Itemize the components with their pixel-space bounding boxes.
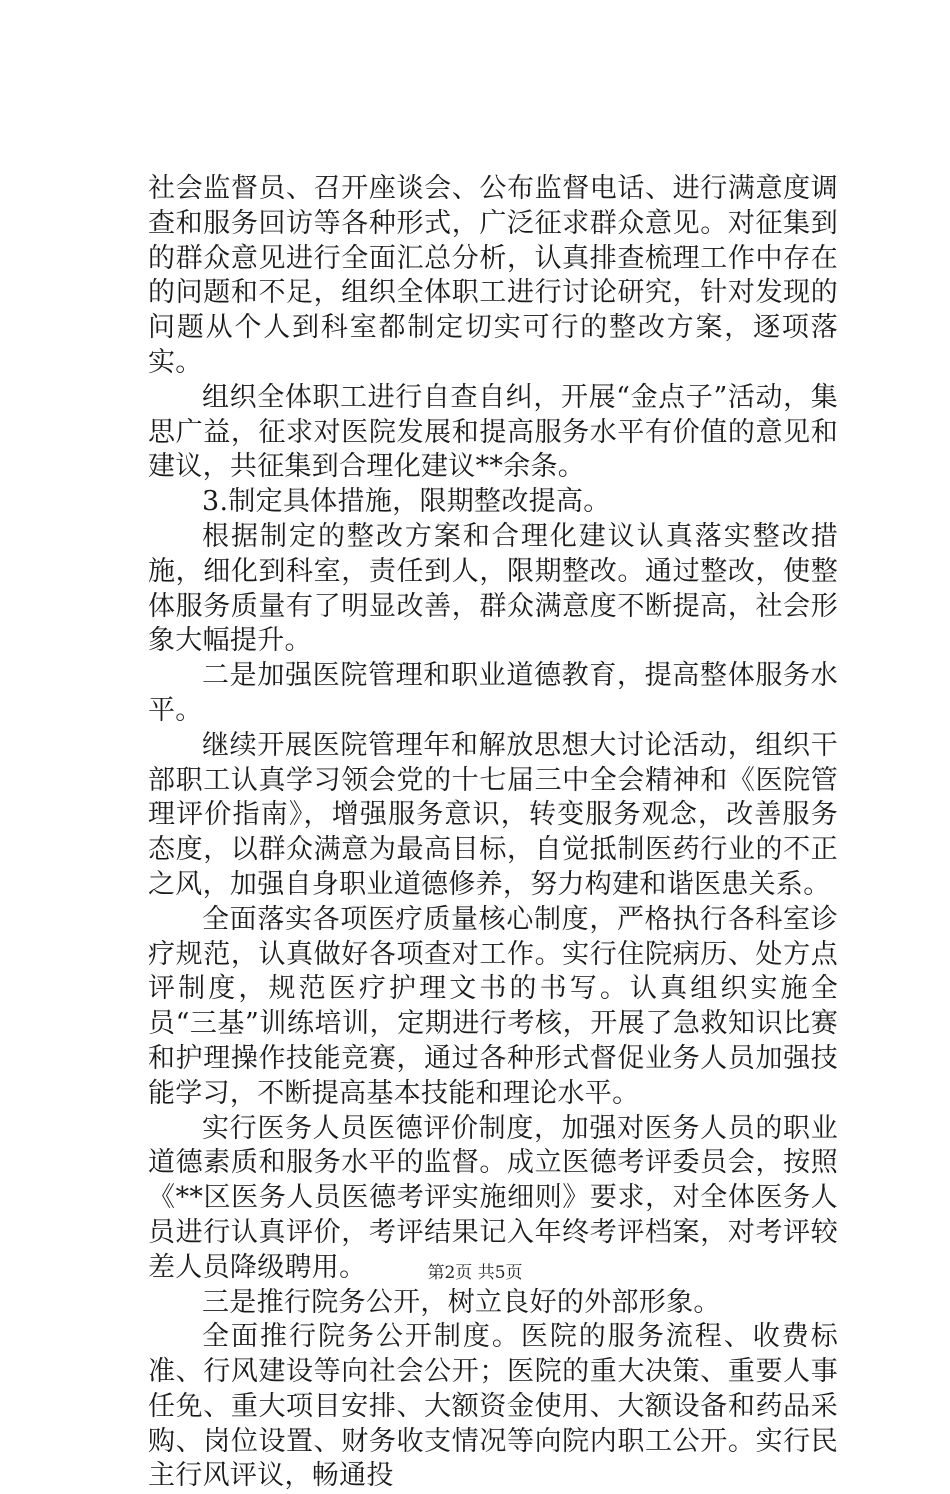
section-heading: 3.制定具体措施，限期整改提高。 <box>202 486 611 518</box>
paragraph: 全面落实各项医疗质量核心制度，严格执行各科室诊疗规范，认真做好各项查对工作。实行住院病历、处方点评制度，规范医疗护理文书的书写。认真组织实施全员“三基”训练培训，定期进行考核，开展了急救知识比赛和护理操作技能竞赛，通过各种形式督促业务人员加强技能学习，不断提高基本技能和理论水平。 <box>148 903 838 1109</box>
page-number-footer: 第2页 共5页 <box>427 1263 523 1283</box>
paragraph: 组织全体职工进行自查自纠，开展“金点子”活动，集思广益，征求对医院发展和提高服务水平有价值的意见和建议，共征集到合理化建议**余条。 <box>148 381 838 483</box>
paragraph: 继续开展医院管理年和解放思想大讨论活动，组织干部职工认真学习领会党的十七届三中全会精神和《医院管理评价指南》，增强服务意识，转变服务观念，改善服务态度，以群众满意为最高目标，自觉抵制医药行业的不正之风，加强自身职业道德修养，努力构建和谐医患关系。 <box>148 729 838 900</box>
section-heading: 三是推行院务公开，树立良好的外部形象。 <box>202 1286 721 1318</box>
paragraph: 社会监督员、召开座谈会、公布监督电话、进行满意度调查和服务回访等各种形式，广泛征求群众意见。对征集到的群众意见进行全面汇总分析，认真排查梳理工作中存在的问题和不足，组织全体职工进行讨论研究，针对发现的问题从个人到科室都制定切实可行的整改方案，逐项落实。 <box>148 173 838 378</box>
paragraph: 根据制定的整改方案和合理化建议认真落实整改措施，细化到科室，责任到人，限期整改。通过整改，使整体服务质量有了明显改善，群众满意度不断提高，社会形象大幅提升。 <box>148 520 838 657</box>
paragraph: 全面推行院务公开制度。医院的服务流程、收费标准、行风建设等向社会公开；医院的重大决策、重要人事任免、重大项目安排、大额资金使用、大额设备和药品采购、岗位设置、财务收支情况等向院内职工公开。实行民主行风评议，畅通投 <box>148 1321 838 1492</box>
document-body <box>148 172 838 1494</box>
paragraph: 实行医务人员医德评价制度，加强对医务人员的职业道德素质和服务水平的监督。成立医德考评委员会，按照《**区医务人员医德考评实施细则》要求，对全体医务人员进行认真评价，考评结果记入年终考评档案，对考评较差人员降级聘用。 <box>148 1112 838 1283</box>
section-heading: 二是加强医院管理和职业道德教育，提高整体服务水平。 <box>148 660 838 726</box>
